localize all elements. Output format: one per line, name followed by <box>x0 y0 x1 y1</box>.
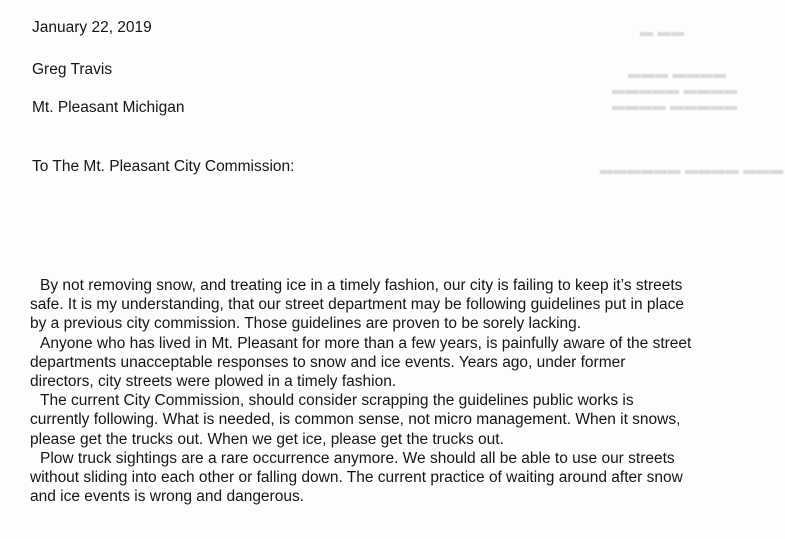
paragraph-line: The current City Commission, should consider scrapping the guidelines public works is <box>40 392 634 410</box>
sender-name: Greg Travis <box>32 61 113 78</box>
bleed-through-mark: ▬▬▬▬▬ ▬▬▬▬ <box>612 82 738 97</box>
paragraph-line: without sliding into each other or falling down. The current practice of waiting around after snow <box>30 469 683 487</box>
bleed-through-mark: ▬ ▬▬ <box>640 24 685 39</box>
paragraph-line: Plow truck sightings are a rare occurrence anymore. We should all be able to use our streets <box>40 449 675 467</box>
paragraph-line: Anyone who has lived in Mt. Pleasant for more than a few years, is painfully aware of the street <box>40 334 692 352</box>
paragraph-line: by a previous city commission. Those guidelines are proven to be sorely lacking. <box>30 315 582 333</box>
paragraph-line: and ice events is wrong and dangerous. <box>30 488 305 506</box>
sender-location: Mt. Pleasant Michigan <box>32 99 185 116</box>
letter-paragraph <box>30 276 750 334</box>
paragraph-line: safe. It is my understanding, that our street department may be following guidelines put in place <box>30 296 684 314</box>
letter-paragraph <box>30 449 750 507</box>
paragraph-line: please get the trucks out. When we get ice, please get the trucks out. <box>30 430 504 448</box>
salutation: To The Mt. Pleasant City Commission: <box>32 158 295 175</box>
paragraph-line: currently following. What is needed, is common sense, not micro management. When it snows, <box>30 411 681 429</box>
paragraph-line: By not removing snow, and treating ice in a timely fashion, our city is failing to keep it’s streets <box>40 277 683 294</box>
bleed-through-mark: ▬▬▬ ▬▬▬▬ <box>628 66 727 81</box>
paragraph-line: directors, city streets were plowed in a timely fashion. <box>30 373 397 391</box>
paragraph-line: departments unacceptable responses to snow and ice events. Years ago, under former <box>30 353 626 371</box>
bleed-through-mark: ▬▬▬▬ ▬▬▬▬▬ <box>612 98 738 113</box>
bleed-through-mark: ▬▬▬▬▬▬ ▬▬▬▬ ▬▬▬ <box>600 162 784 177</box>
letter-paragraph <box>30 334 750 392</box>
letter-body <box>30 276 750 506</box>
letter-date: January 22, 2019 <box>32 19 152 36</box>
letter-paragraph <box>30 391 750 449</box>
